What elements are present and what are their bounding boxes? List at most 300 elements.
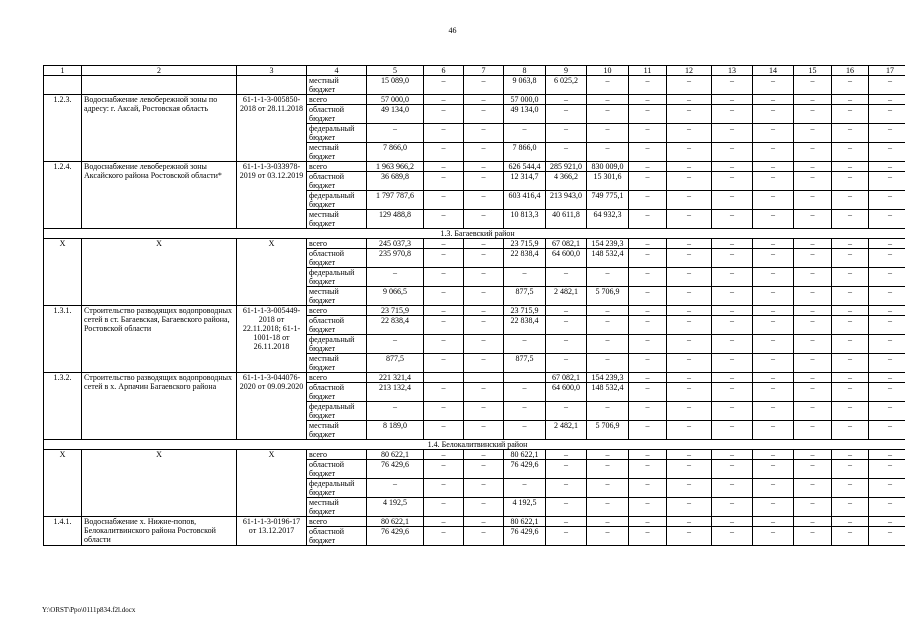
value-cell: 80 622,1	[504, 517, 546, 527]
value-cell	[464, 373, 504, 383]
footer-path: Y:\ORST\Ppo\0111p834.f2l.docx	[42, 606, 136, 614]
value-cell: –	[424, 460, 464, 479]
value-cell: –	[587, 460, 629, 479]
value-cell: 7 866,0	[367, 143, 424, 162]
value-cell: –	[667, 191, 712, 210]
value-cell: 9 063,8	[504, 76, 546, 95]
value-cell: –	[629, 527, 667, 546]
value-cell: –	[464, 335, 504, 354]
value-cell: –	[667, 162, 712, 172]
value-cell: –	[464, 498, 504, 517]
value-cell: 148 532,4	[587, 383, 629, 402]
section-title: 1.4. Белокалитвинский район	[44, 440, 905, 450]
funding-source: федеральный бюджет	[307, 124, 367, 143]
value-cell: –	[794, 105, 832, 124]
page-number: 46	[448, 26, 457, 35]
value-cell: –	[587, 450, 629, 460]
value-cell: –	[869, 402, 905, 421]
value-cell: –	[464, 76, 504, 95]
value-cell: –	[424, 527, 464, 546]
value-cell: –	[753, 402, 794, 421]
value-cell: –	[424, 249, 464, 268]
value-cell: –	[667, 498, 712, 517]
value-cell: –	[832, 162, 869, 172]
value-cell: –	[629, 479, 667, 498]
value-cell: 877,5	[367, 354, 424, 373]
empty-cell	[237, 76, 307, 95]
header-cell: 5	[367, 66, 424, 76]
value-cell: –	[753, 191, 794, 210]
value-cell: –	[546, 450, 587, 460]
value-cell: –	[794, 95, 832, 105]
value-cell: –	[629, 354, 667, 373]
funding-source: местный бюджет	[307, 287, 367, 306]
value-cell: –	[832, 498, 869, 517]
value-cell: –	[832, 105, 869, 124]
value-cell: –	[869, 316, 905, 335]
value-cell: 67 082,1	[546, 373, 587, 383]
value-cell: –	[504, 383, 546, 402]
header-cell: 14	[753, 66, 794, 76]
funding-source: всего	[307, 162, 367, 172]
value-cell: –	[794, 460, 832, 479]
value-cell: –	[424, 421, 464, 440]
header-cell: 8	[504, 66, 546, 76]
value-cell: –	[629, 95, 667, 105]
value-cell: –	[424, 335, 464, 354]
value-cell: –	[464, 172, 504, 191]
header-cell: 6	[424, 66, 464, 76]
value-cell: –	[794, 517, 832, 527]
value-cell: –	[753, 527, 794, 546]
value-cell: –	[753, 421, 794, 440]
funding-source: всего	[307, 517, 367, 527]
value-cell: –	[832, 527, 869, 546]
value-cell: –	[869, 287, 905, 306]
value-cell: –	[794, 335, 832, 354]
value-cell: 40 611,8	[546, 210, 587, 229]
value-cell: –	[629, 460, 667, 479]
value-cell: –	[667, 479, 712, 498]
value-cell: –	[753, 124, 794, 143]
value-cell: –	[629, 335, 667, 354]
value-cell: –	[424, 517, 464, 527]
value-cell: –	[794, 479, 832, 498]
value-cell: –	[587, 95, 629, 105]
value-cell: 213 132,4	[367, 383, 424, 402]
funding-source: всего	[307, 306, 367, 316]
value-cell: –	[794, 210, 832, 229]
value-cell: –	[753, 210, 794, 229]
value-cell: –	[629, 191, 667, 210]
value-cell: –	[869, 373, 905, 383]
object-name: Водоснабжение х. Нижне-попов, Белокалитвинского района Ростовской области	[82, 517, 237, 546]
value-cell: –	[869, 421, 905, 440]
value-cell: –	[464, 316, 504, 335]
value-cell: –	[667, 517, 712, 527]
table-row	[44, 517, 905, 527]
value-cell: –	[712, 335, 753, 354]
object-name: Водоснабжение левобережной зоны Аксайского района Ростовской области*	[82, 162, 237, 229]
value-cell: 80 622,1	[367, 450, 424, 460]
value-cell: 22 838,4	[504, 316, 546, 335]
funding-source: федеральный бюджет	[307, 335, 367, 354]
value-cell: 80 622,1	[504, 450, 546, 460]
value-cell: –	[424, 172, 464, 191]
value-cell: –	[504, 335, 546, 354]
value-cell: 76 429,6	[504, 460, 546, 479]
value-cell: –	[712, 191, 753, 210]
object-number: X	[44, 239, 82, 306]
value-cell: –	[546, 143, 587, 162]
value-cell: –	[424, 210, 464, 229]
value-cell: –	[712, 517, 753, 527]
value-cell: –	[587, 402, 629, 421]
value-cell: –	[667, 239, 712, 249]
value-cell: –	[546, 124, 587, 143]
value-cell: –	[832, 191, 869, 210]
value-cell: 1 797 787,6	[367, 191, 424, 210]
value-cell: –	[587, 316, 629, 335]
value-cell: –	[587, 498, 629, 517]
value-cell: –	[712, 162, 753, 172]
value-cell: –	[712, 249, 753, 268]
value-cell: –	[869, 249, 905, 268]
value-cell: 4 192,5	[504, 498, 546, 517]
value-cell: –	[667, 172, 712, 191]
value-cell: 49 134,0	[504, 105, 546, 124]
value-cell: –	[712, 105, 753, 124]
value-cell: –	[587, 354, 629, 373]
value-cell: –	[753, 239, 794, 249]
value-cell: –	[424, 191, 464, 210]
value-cell: –	[753, 460, 794, 479]
value-cell: –	[464, 383, 504, 402]
budget-table-container	[43, 65, 894, 546]
header-cell: 2	[82, 66, 237, 76]
value-cell: 76 429,6	[504, 527, 546, 546]
object-number: 1.3.2.	[44, 373, 82, 440]
value-cell: –	[869, 76, 905, 95]
value-cell: 7 866,0	[504, 143, 546, 162]
funding-source: областной бюджет	[307, 249, 367, 268]
value-cell: –	[546, 316, 587, 335]
value-cell: –	[424, 76, 464, 95]
value-cell: –	[667, 249, 712, 268]
value-cell: –	[832, 460, 869, 479]
value-cell: –	[629, 143, 667, 162]
value-cell: 4 192,5	[367, 498, 424, 517]
header-cell: 13	[712, 66, 753, 76]
value-cell: –	[367, 124, 424, 143]
value-cell: –	[753, 354, 794, 373]
header-cell: 7	[464, 66, 504, 76]
value-cell: –	[753, 517, 794, 527]
value-cell: –	[794, 287, 832, 306]
value-cell: –	[869, 306, 905, 316]
value-cell: –	[869, 143, 905, 162]
value-cell: –	[712, 527, 753, 546]
object-number: 1.3.1.	[44, 306, 82, 373]
value-cell: –	[424, 95, 464, 105]
value-cell	[424, 373, 464, 383]
value-cell: –	[367, 402, 424, 421]
header-cell: 12	[667, 66, 712, 76]
funding-source: местный бюджет	[307, 76, 367, 95]
value-cell: –	[869, 498, 905, 517]
value-cell: 830 009,0	[587, 162, 629, 172]
value-cell: –	[629, 383, 667, 402]
header-cell: 10	[587, 66, 629, 76]
value-cell: 129 488,8	[367, 210, 424, 229]
value-cell: –	[794, 172, 832, 191]
value-cell: –	[464, 95, 504, 105]
value-cell: –	[546, 498, 587, 517]
value-cell: –	[464, 143, 504, 162]
value-cell: –	[712, 124, 753, 143]
value-cell: –	[464, 450, 504, 460]
value-cell: –	[667, 527, 712, 546]
value-cell: –	[424, 306, 464, 316]
value-cell: –	[667, 143, 712, 162]
header-cell: 17	[869, 66, 905, 76]
object-code: 61-1-1-3-005850-2018 от 28.11.2018	[237, 95, 307, 162]
value-cell: –	[869, 479, 905, 498]
table-row	[44, 373, 905, 383]
value-cell: 23 715,9	[504, 239, 546, 249]
value-cell: –	[587, 306, 629, 316]
value-cell: –	[667, 373, 712, 383]
value-cell: –	[504, 479, 546, 498]
value-cell: –	[587, 105, 629, 124]
value-cell: 15 301,6	[587, 172, 629, 191]
value-cell: –	[712, 316, 753, 335]
header-row	[44, 66, 905, 76]
value-cell: –	[794, 450, 832, 460]
value-cell: 603 416,4	[504, 191, 546, 210]
value-cell: –	[629, 373, 667, 383]
value-cell: –	[712, 450, 753, 460]
value-cell: –	[869, 210, 905, 229]
value-cell: –	[832, 450, 869, 460]
value-cell: –	[667, 287, 712, 306]
header-cell: 1	[44, 66, 82, 76]
object-code: 61-1-1-3-0196-17 от 13.12.2017	[237, 517, 307, 546]
value-cell: 36 689,8	[367, 172, 424, 191]
funding-source: всего	[307, 450, 367, 460]
funding-source: местный бюджет	[307, 498, 367, 517]
value-cell: –	[832, 124, 869, 143]
value-cell: –	[629, 162, 667, 172]
value-cell: –	[424, 354, 464, 373]
value-cell: –	[794, 354, 832, 373]
value-cell: –	[753, 335, 794, 354]
value-cell: 213 943,0	[546, 191, 587, 210]
value-cell: –	[794, 249, 832, 268]
value-cell: 6 025,2	[546, 76, 587, 95]
value-cell: 285 921,0	[546, 162, 587, 172]
value-cell: 76 429,6	[367, 527, 424, 546]
value-cell: –	[869, 450, 905, 460]
section-row	[44, 229, 905, 239]
value-cell: –	[424, 162, 464, 172]
value-cell: –	[667, 95, 712, 105]
value-cell: –	[753, 373, 794, 383]
table-row	[44, 95, 905, 105]
value-cell: 235 970,8	[367, 249, 424, 268]
header-cell: 9	[546, 66, 587, 76]
value-cell: 49 134,0	[367, 105, 424, 124]
value-cell: –	[464, 421, 504, 440]
value-cell: –	[832, 354, 869, 373]
value-cell: 9 066,5	[367, 287, 424, 306]
value-cell: –	[753, 287, 794, 306]
value-cell: 80 622,1	[367, 517, 424, 527]
value-cell: –	[753, 172, 794, 191]
value-cell: –	[667, 105, 712, 124]
value-cell: –	[667, 124, 712, 143]
value-cell: 67 082,1	[546, 239, 587, 249]
value-cell: 5 706,9	[587, 287, 629, 306]
value-cell: –	[629, 421, 667, 440]
value-cell: 23 715,9	[367, 306, 424, 316]
value-cell: 148 532,4	[587, 249, 629, 268]
value-cell: 57 000,0	[367, 95, 424, 105]
value-cell: –	[794, 316, 832, 335]
value-cell: –	[424, 268, 464, 287]
value-cell: –	[667, 421, 712, 440]
header-cell: 16	[832, 66, 869, 76]
value-cell: –	[464, 239, 504, 249]
value-cell: –	[504, 124, 546, 143]
section-row	[44, 440, 905, 450]
object-name: Строительство разводящих водопроводных сетей в ст. Багаевская, Багаевского района, Ростовской области	[82, 306, 237, 373]
value-cell: 245 037,3	[367, 239, 424, 249]
value-cell: –	[832, 479, 869, 498]
value-cell: 221 321,4	[367, 373, 424, 383]
header-cell: 11	[629, 66, 667, 76]
value-cell: –	[869, 383, 905, 402]
value-cell: 5 706,9	[587, 421, 629, 440]
table-row	[44, 76, 905, 95]
value-cell: –	[546, 105, 587, 124]
value-cell: –	[753, 316, 794, 335]
object-code: X	[237, 239, 307, 306]
funding-source: федеральный бюджет	[307, 191, 367, 210]
value-cell: –	[587, 479, 629, 498]
value-cell: 4 366,2	[546, 172, 587, 191]
value-cell: –	[794, 76, 832, 95]
value-cell: –	[629, 210, 667, 229]
table-row	[44, 239, 905, 249]
empty-cell	[82, 76, 237, 95]
value-cell: –	[424, 124, 464, 143]
value-cell: –	[667, 268, 712, 287]
value-cell: 64 600,0	[546, 383, 587, 402]
value-cell: –	[587, 268, 629, 287]
value-cell: –	[546, 306, 587, 316]
value-cell: –	[629, 172, 667, 191]
value-cell: –	[712, 210, 753, 229]
value-cell: –	[869, 527, 905, 546]
value-cell: –	[424, 239, 464, 249]
funding-source: всего	[307, 95, 367, 105]
value-cell: 2 482,1	[546, 421, 587, 440]
value-cell: –	[629, 268, 667, 287]
value-cell: –	[794, 191, 832, 210]
value-cell: –	[629, 450, 667, 460]
value-cell: –	[794, 306, 832, 316]
value-cell: 15 089,0	[367, 76, 424, 95]
value-cell: 877,5	[504, 354, 546, 373]
value-cell: –	[587, 76, 629, 95]
value-cell: –	[629, 124, 667, 143]
value-cell: –	[753, 95, 794, 105]
header-cell: 15	[794, 66, 832, 76]
value-cell: –	[869, 335, 905, 354]
value-cell: 1 963 966,2	[367, 162, 424, 172]
value-cell: –	[464, 191, 504, 210]
value-cell: –	[832, 268, 869, 287]
funding-source: областной бюджет	[307, 316, 367, 335]
value-cell: –	[464, 479, 504, 498]
value-cell: –	[712, 76, 753, 95]
value-cell: 877,5	[504, 287, 546, 306]
value-cell: –	[794, 268, 832, 287]
value-cell: 154 239,3	[587, 239, 629, 249]
value-cell: –	[424, 143, 464, 162]
object-name: X	[82, 239, 237, 306]
value-cell	[504, 373, 546, 383]
value-cell: –	[464, 527, 504, 546]
value-cell: –	[794, 383, 832, 402]
value-cell: –	[832, 172, 869, 191]
funding-source: федеральный бюджет	[307, 402, 367, 421]
value-cell: –	[753, 479, 794, 498]
budget-table	[43, 65, 905, 546]
value-cell: –	[587, 143, 629, 162]
value-cell: –	[869, 105, 905, 124]
value-cell: 22 838,4	[504, 249, 546, 268]
value-cell: –	[869, 124, 905, 143]
value-cell: –	[367, 268, 424, 287]
value-cell: –	[667, 306, 712, 316]
table-body	[44, 66, 905, 546]
value-cell: –	[504, 268, 546, 287]
value-cell: –	[794, 402, 832, 421]
value-cell: –	[667, 402, 712, 421]
funding-source: местный бюджет	[307, 143, 367, 162]
value-cell: –	[712, 373, 753, 383]
empty-cell	[44, 76, 82, 95]
object-code: 61-1-1-3-005449-2018 от 22.11.2018; 61-1-1001-18 от 26.11.2018	[237, 306, 307, 373]
value-cell: –	[464, 287, 504, 306]
value-cell: –	[712, 268, 753, 287]
object-name: X	[82, 450, 237, 517]
value-cell: 76 429,6	[367, 460, 424, 479]
funding-source: областной бюджет	[307, 527, 367, 546]
value-cell: –	[546, 527, 587, 546]
value-cell: –	[753, 383, 794, 402]
value-cell: –	[629, 249, 667, 268]
value-cell: –	[753, 450, 794, 460]
value-cell: 12 314,7	[504, 172, 546, 191]
value-cell: –	[753, 306, 794, 316]
value-cell: –	[753, 249, 794, 268]
value-cell: –	[869, 95, 905, 105]
value-cell: –	[424, 287, 464, 306]
value-cell: –	[587, 527, 629, 546]
